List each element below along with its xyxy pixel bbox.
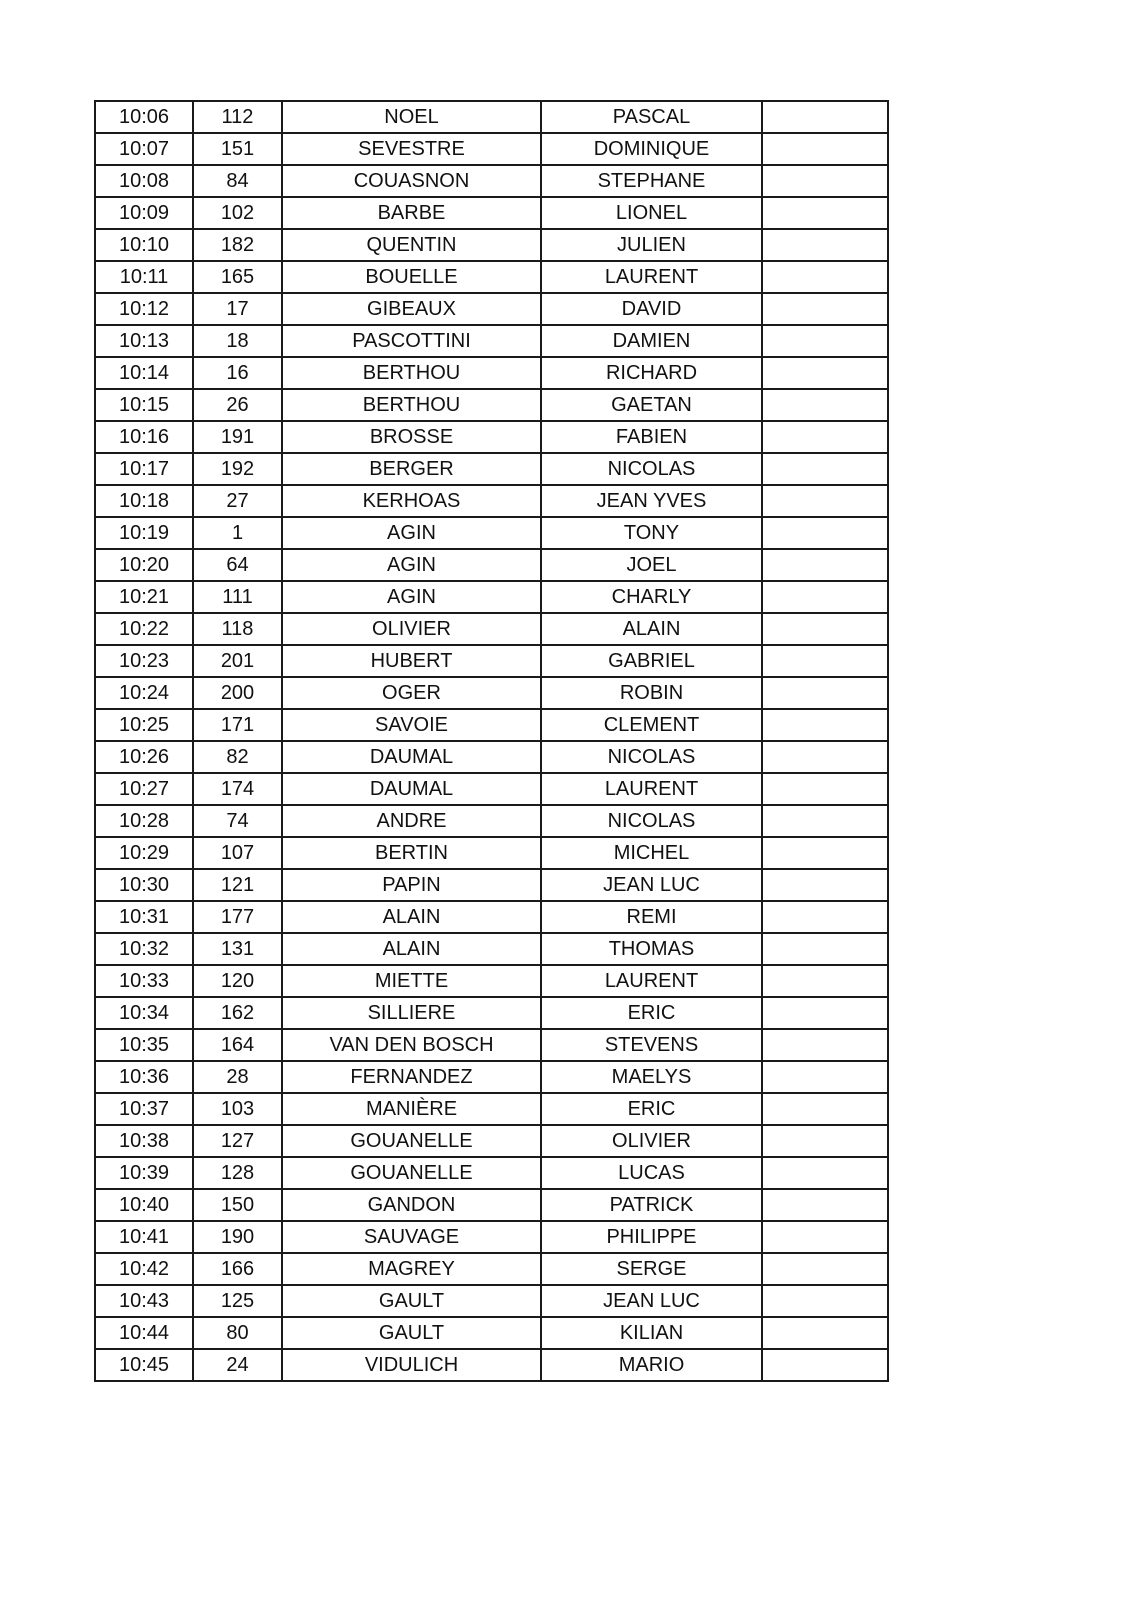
table-row xyxy=(95,517,888,549)
first-name-cell: ROBIN xyxy=(541,677,762,709)
bib-number-cell: 165 xyxy=(193,261,282,293)
first-name-cell: DOMINIQUE xyxy=(541,133,762,165)
last-name-cell: HUBERT xyxy=(282,645,541,677)
empty-cell xyxy=(762,165,888,197)
time-cell: 10:13 xyxy=(95,325,193,357)
first-name-cell: JULIEN xyxy=(541,229,762,261)
empty-cell xyxy=(762,1125,888,1157)
last-name-cell: BOUELLE xyxy=(282,261,541,293)
bib-number-cell: 112 xyxy=(193,101,282,133)
bib-number-cell: 182 xyxy=(193,229,282,261)
first-name-cell: MARIO xyxy=(541,1349,762,1381)
empty-cell xyxy=(762,517,888,549)
last-name-cell: ALAIN xyxy=(282,933,541,965)
bib-number-cell: 111 xyxy=(193,581,282,613)
first-name-cell: FABIEN xyxy=(541,421,762,453)
table-row xyxy=(95,1029,888,1061)
empty-cell xyxy=(762,133,888,165)
empty-cell xyxy=(762,805,888,837)
first-name-cell: JEAN LUC xyxy=(541,869,762,901)
table-row xyxy=(95,197,888,229)
bib-number-cell: 107 xyxy=(193,837,282,869)
table-row xyxy=(95,1189,888,1221)
first-name-cell: NICOLAS xyxy=(541,453,762,485)
first-name-cell: PHILIPPE xyxy=(541,1221,762,1253)
bib-number-cell: 74 xyxy=(193,805,282,837)
last-name-cell: KERHOAS xyxy=(282,485,541,517)
last-name-cell: SAUVAGE xyxy=(282,1221,541,1253)
last-name-cell: GAULT xyxy=(282,1285,541,1317)
table-row xyxy=(95,933,888,965)
last-name-cell: VAN DEN BOSCH xyxy=(282,1029,541,1061)
bib-number-cell: 151 xyxy=(193,133,282,165)
bib-number-cell: 171 xyxy=(193,709,282,741)
first-name-cell: KILIAN xyxy=(541,1317,762,1349)
last-name-cell: OGER xyxy=(282,677,541,709)
bib-number-cell: 84 xyxy=(193,165,282,197)
first-name-cell: SERGE xyxy=(541,1253,762,1285)
first-name-cell: ERIC xyxy=(541,1093,762,1125)
table-row xyxy=(95,1253,888,1285)
time-cell: 10:12 xyxy=(95,293,193,325)
time-cell: 10:25 xyxy=(95,709,193,741)
last-name-cell: BARBE xyxy=(282,197,541,229)
last-name-cell: ALAIN xyxy=(282,901,541,933)
first-name-cell: MICHEL xyxy=(541,837,762,869)
empty-cell xyxy=(762,1029,888,1061)
empty-cell xyxy=(762,101,888,133)
time-cell: 10:19 xyxy=(95,517,193,549)
last-name-cell: MAGREY xyxy=(282,1253,541,1285)
bib-number-cell: 27 xyxy=(193,485,282,517)
table-row xyxy=(95,901,888,933)
time-cell: 10:34 xyxy=(95,997,193,1029)
last-name-cell: COUASNON xyxy=(282,165,541,197)
bib-number-cell: 17 xyxy=(193,293,282,325)
first-name-cell: PASCAL xyxy=(541,101,762,133)
last-name-cell: SEVESTRE xyxy=(282,133,541,165)
time-cell: 10:14 xyxy=(95,357,193,389)
bib-number-cell: 177 xyxy=(193,901,282,933)
empty-cell xyxy=(762,1157,888,1189)
time-cell: 10:20 xyxy=(95,549,193,581)
table-row xyxy=(95,677,888,709)
bib-number-cell: 125 xyxy=(193,1285,282,1317)
time-cell: 10:22 xyxy=(95,613,193,645)
empty-cell xyxy=(762,453,888,485)
bib-number-cell: 191 xyxy=(193,421,282,453)
last-name-cell: GOUANELLE xyxy=(282,1125,541,1157)
empty-cell xyxy=(762,357,888,389)
last-name-cell: PASCOTTINI xyxy=(282,325,541,357)
bib-number-cell: 201 xyxy=(193,645,282,677)
table-row xyxy=(95,165,888,197)
first-name-cell: LAURENT xyxy=(541,773,762,805)
table-row xyxy=(95,229,888,261)
time-cell: 10:45 xyxy=(95,1349,193,1381)
last-name-cell: AGIN xyxy=(282,581,541,613)
bib-number-cell: 190 xyxy=(193,1221,282,1253)
first-name-cell: ERIC xyxy=(541,997,762,1029)
table-row xyxy=(95,837,888,869)
bib-number-cell: 28 xyxy=(193,1061,282,1093)
empty-cell xyxy=(762,581,888,613)
table-row xyxy=(95,805,888,837)
table-row xyxy=(95,325,888,357)
last-name-cell: VIDULICH xyxy=(282,1349,541,1381)
time-cell: 10:07 xyxy=(95,133,193,165)
table-row xyxy=(95,1157,888,1189)
table-row xyxy=(95,453,888,485)
time-cell: 10:39 xyxy=(95,1157,193,1189)
time-cell: 10:29 xyxy=(95,837,193,869)
bib-number-cell: 103 xyxy=(193,1093,282,1125)
empty-cell xyxy=(762,645,888,677)
last-name-cell: AGIN xyxy=(282,517,541,549)
first-name-cell: JOEL xyxy=(541,549,762,581)
empty-cell xyxy=(762,869,888,901)
empty-cell xyxy=(762,613,888,645)
first-name-cell: OLIVIER xyxy=(541,1125,762,1157)
first-name-cell: JEAN LUC xyxy=(541,1285,762,1317)
time-cell: 10:44 xyxy=(95,1317,193,1349)
empty-cell xyxy=(762,261,888,293)
empty-cell xyxy=(762,1253,888,1285)
empty-cell xyxy=(762,229,888,261)
time-cell: 10:31 xyxy=(95,901,193,933)
bib-number-cell: 118 xyxy=(193,613,282,645)
time-cell: 10:21 xyxy=(95,581,193,613)
time-cell: 10:15 xyxy=(95,389,193,421)
time-cell: 10:30 xyxy=(95,869,193,901)
first-name-cell: RICHARD xyxy=(541,357,762,389)
time-cell: 10:37 xyxy=(95,1093,193,1125)
last-name-cell: BERGER xyxy=(282,453,541,485)
time-cell: 10:10 xyxy=(95,229,193,261)
table-row xyxy=(95,645,888,677)
empty-cell xyxy=(762,389,888,421)
first-name-cell: NICOLAS xyxy=(541,805,762,837)
time-cell: 10:06 xyxy=(95,101,193,133)
first-name-cell: PATRICK xyxy=(541,1189,762,1221)
last-name-cell: GOUANELLE xyxy=(282,1157,541,1189)
last-name-cell: DAUMAL xyxy=(282,773,541,805)
time-cell: 10:09 xyxy=(95,197,193,229)
last-name-cell: BERTHOU xyxy=(282,389,541,421)
empty-cell xyxy=(762,741,888,773)
table-row xyxy=(95,1125,888,1157)
bib-number-cell: 162 xyxy=(193,997,282,1029)
bib-number-cell: 18 xyxy=(193,325,282,357)
time-cell: 10:11 xyxy=(95,261,193,293)
time-cell: 10:33 xyxy=(95,965,193,997)
table-row xyxy=(95,389,888,421)
first-name-cell: THOMAS xyxy=(541,933,762,965)
table-row xyxy=(95,581,888,613)
last-name-cell: DAUMAL xyxy=(282,741,541,773)
last-name-cell: BERTIN xyxy=(282,837,541,869)
bib-number-cell: 164 xyxy=(193,1029,282,1061)
table-row xyxy=(95,965,888,997)
empty-cell xyxy=(762,421,888,453)
empty-cell xyxy=(762,293,888,325)
time-cell: 10:42 xyxy=(95,1253,193,1285)
first-name-cell: ALAIN xyxy=(541,613,762,645)
table-row xyxy=(95,869,888,901)
time-cell: 10:08 xyxy=(95,165,193,197)
last-name-cell: FERNANDEZ xyxy=(282,1061,541,1093)
bib-number-cell: 16 xyxy=(193,357,282,389)
table-row xyxy=(95,133,888,165)
last-name-cell: MANIÈRE xyxy=(282,1093,541,1125)
table-row xyxy=(95,485,888,517)
empty-cell xyxy=(762,709,888,741)
bib-number-cell: 200 xyxy=(193,677,282,709)
last-name-cell: ANDRE xyxy=(282,805,541,837)
empty-cell xyxy=(762,837,888,869)
last-name-cell: QUENTIN xyxy=(282,229,541,261)
time-cell: 10:35 xyxy=(95,1029,193,1061)
first-name-cell: DAMIEN xyxy=(541,325,762,357)
first-name-cell: MAELYS xyxy=(541,1061,762,1093)
last-name-cell: NOEL xyxy=(282,101,541,133)
last-name-cell: GAULT xyxy=(282,1317,541,1349)
empty-cell xyxy=(762,901,888,933)
table-row xyxy=(95,997,888,1029)
empty-cell xyxy=(762,325,888,357)
first-name-cell: CHARLY xyxy=(541,581,762,613)
empty-cell xyxy=(762,997,888,1029)
first-name-cell: CLEMENT xyxy=(541,709,762,741)
bib-number-cell: 174 xyxy=(193,773,282,805)
table-row xyxy=(95,1221,888,1253)
first-name-cell: LAURENT xyxy=(541,965,762,997)
last-name-cell: BROSSE xyxy=(282,421,541,453)
table-row xyxy=(95,773,888,805)
empty-cell xyxy=(762,485,888,517)
table-row xyxy=(95,1317,888,1349)
time-cell: 10:38 xyxy=(95,1125,193,1157)
last-name-cell: BERTHOU xyxy=(282,357,541,389)
empty-cell xyxy=(762,1189,888,1221)
start-list-table xyxy=(94,100,889,1382)
table-row xyxy=(95,1285,888,1317)
first-name-cell: STEPHANE xyxy=(541,165,762,197)
table-row xyxy=(95,1093,888,1125)
table-row xyxy=(95,1349,888,1381)
start-list-body xyxy=(95,101,888,1381)
last-name-cell: AGIN xyxy=(282,549,541,581)
last-name-cell: PAPIN xyxy=(282,869,541,901)
last-name-cell: OLIVIER xyxy=(282,613,541,645)
empty-cell xyxy=(762,1221,888,1253)
time-cell: 10:18 xyxy=(95,485,193,517)
empty-cell xyxy=(762,773,888,805)
time-cell: 10:17 xyxy=(95,453,193,485)
bib-number-cell: 166 xyxy=(193,1253,282,1285)
bib-number-cell: 80 xyxy=(193,1317,282,1349)
time-cell: 10:24 xyxy=(95,677,193,709)
first-name-cell: LAURENT xyxy=(541,261,762,293)
empty-cell xyxy=(762,1317,888,1349)
time-cell: 10:26 xyxy=(95,741,193,773)
table-row xyxy=(95,261,888,293)
bib-number-cell: 24 xyxy=(193,1349,282,1381)
first-name-cell: JEAN YVES xyxy=(541,485,762,517)
bib-number-cell: 82 xyxy=(193,741,282,773)
last-name-cell: MIETTE xyxy=(282,965,541,997)
last-name-cell: SAVOIE xyxy=(282,709,541,741)
bib-number-cell: 128 xyxy=(193,1157,282,1189)
empty-cell xyxy=(762,965,888,997)
bib-number-cell: 127 xyxy=(193,1125,282,1157)
empty-cell xyxy=(762,1285,888,1317)
first-name-cell: GABRIEL xyxy=(541,645,762,677)
first-name-cell: STEVENS xyxy=(541,1029,762,1061)
bib-number-cell: 1 xyxy=(193,517,282,549)
bib-number-cell: 121 xyxy=(193,869,282,901)
first-name-cell: DAVID xyxy=(541,293,762,325)
table-row xyxy=(95,293,888,325)
bib-number-cell: 120 xyxy=(193,965,282,997)
first-name-cell: LUCAS xyxy=(541,1157,762,1189)
table-row xyxy=(95,613,888,645)
empty-cell xyxy=(762,1093,888,1125)
last-name-cell: SILLIERE xyxy=(282,997,541,1029)
bib-number-cell: 150 xyxy=(193,1189,282,1221)
bib-number-cell: 131 xyxy=(193,933,282,965)
table-row xyxy=(95,741,888,773)
empty-cell xyxy=(762,1349,888,1381)
empty-cell xyxy=(762,933,888,965)
table-row xyxy=(95,101,888,133)
time-cell: 10:43 xyxy=(95,1285,193,1317)
bib-number-cell: 26 xyxy=(193,389,282,421)
bib-number-cell: 192 xyxy=(193,453,282,485)
time-cell: 10:27 xyxy=(95,773,193,805)
empty-cell xyxy=(762,677,888,709)
last-name-cell: GIBEAUX xyxy=(282,293,541,325)
last-name-cell: GANDON xyxy=(282,1189,541,1221)
first-name-cell: GAETAN xyxy=(541,389,762,421)
first-name-cell: TONY xyxy=(541,517,762,549)
first-name-cell: NICOLAS xyxy=(541,741,762,773)
empty-cell xyxy=(762,1061,888,1093)
time-cell: 10:28 xyxy=(95,805,193,837)
time-cell: 10:40 xyxy=(95,1189,193,1221)
table-row xyxy=(95,421,888,453)
time-cell: 10:41 xyxy=(95,1221,193,1253)
time-cell: 10:36 xyxy=(95,1061,193,1093)
first-name-cell: REMI xyxy=(541,901,762,933)
time-cell: 10:16 xyxy=(95,421,193,453)
table-row xyxy=(95,1061,888,1093)
first-name-cell: LIONEL xyxy=(541,197,762,229)
bib-number-cell: 102 xyxy=(193,197,282,229)
time-cell: 10:32 xyxy=(95,933,193,965)
table-row xyxy=(95,549,888,581)
empty-cell xyxy=(762,549,888,581)
bib-number-cell: 64 xyxy=(193,549,282,581)
empty-cell xyxy=(762,197,888,229)
table-row xyxy=(95,357,888,389)
table-row xyxy=(95,709,888,741)
time-cell: 10:23 xyxy=(95,645,193,677)
